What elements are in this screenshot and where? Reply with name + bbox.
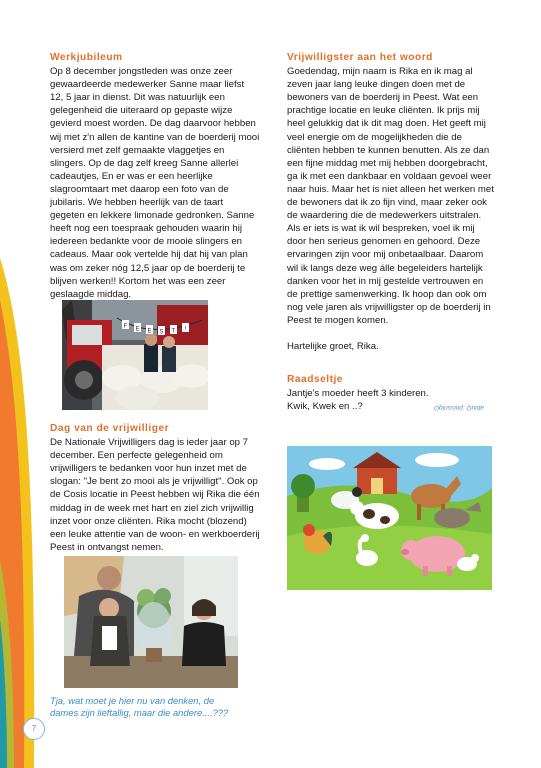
- farm-animals-illustration: [287, 446, 492, 590]
- vrijwilligster-text: Goedendag, mijn naam is Rika en ik mag al zeven jaar lang leuke dingen doen met de bewoners van de boerderij in Peest. Wat een prachtige locatie en leuke cliënten. Ik prijs mij heel gelukkig dat ik dit mag doen. Het geeft mij veel energie om de mogelijkheden die de cliënten hebben te kunnen benutten. Als ze dan een fijne middag met mij hebben doorgebracht, ga ik met een dankbaar en voldaan gevoel weer naar huis. Maar het is niet alleen het werken met de bewoners dat ik zo fijn vind, maar zeker ook de waardering die de medewerkers uitstralen. Als er iets is wat ik wil bespreken, voel ik mij door hen serieus genomen en gehoord. Deze ervaringen zijn voor mij onbetaalbaar. Daarom wil ik langs deze weg álle begeleiders hartelijk danken voor het in mij gestelde vertrouwen en de prettige samenwerking. Ik hoop dan ook om nog vele jaren als vrijwilligster op de boerderij in Peest te mogen komen.: [287, 66, 494, 326]
- banner-letter: F: [123, 323, 128, 330]
- banner-letter: T: [171, 328, 176, 335]
- werkjubileum-text: Op 8 december jongstleden was onze zeer gewaardeerde medewerker Sanne maar liefst 12, 5 jaar in dienst. Dit was natuurlijk een gelegenheid die uiteraard op gepaste wijze gevierd moest worden. De dag daarvoor hebben wij met z'n allen de kantine van de boerderij mooi versierd met zelf gemaakte vlaggetjes en slingers. Op de dag zelf kreeg Sanne allerlei cadeautjes, En er was er een heerlijke slagroomtaart met daarop een foto van de jubilaris. We hebben heerlijk van de taart gegeten en lekkere limonade gedronken. Sanne heeft nog een toespraak gehouden waarin hij iedereen bedankte voor de mooie slingers en cadeaus. Maar ook vertelde hij dat hij van plan was om zeker nóg 12,5 jaar op de boerderij te blijven werken!! Kortom het was een zeer geslaagde middag.: [50, 66, 260, 300]
- volunteer-gift-photo: [64, 556, 238, 688]
- dag-van-de-vrijwilliger-heading: Dag van de vrijwilliger: [50, 423, 170, 434]
- banner-letter: E: [147, 328, 152, 335]
- banner-letter: !: [184, 326, 187, 333]
- werkjubileum-heading: Werkjubileum: [50, 52, 123, 63]
- right-column: [287, 51, 495, 413]
- left-column-lower: [50, 422, 260, 554]
- riddle-line-1: Jantje's moeder heeft 3 kinderen.: [287, 388, 429, 400]
- left-column: [50, 51, 260, 301]
- party-tractor-photo: [62, 300, 208, 410]
- dag-van-de-vrijwilliger-text: De Nationale Vrijwilligers dag is ieder jaar op 7 december. Een perfecte gelegenheid om vrijwilligers te bedanken voor hun inzet met de slogan: "Je bent zo mooi als je vrijwilligt". Ook op de Cosis locatie in Peest hebben wij Rika die één middag in de week met hart en ziel zich vrijwillig inzet voor onze cliënten. Rika mocht (blozend) een leuke attentie van de woon- en werkboerderij Peest in ontvangst nemen.: [50, 437, 260, 553]
- riddle-answer: abiuQ :pnissolqO: [434, 404, 484, 411]
- greeting-text: Hartelijke groet, Rika.: [287, 340, 379, 352]
- riddle-line-2: Kwik, Kwek en ..?: [287, 401, 363, 413]
- raadseltje-heading: Raadseltje: [287, 374, 343, 386]
- banner-letter: E: [135, 326, 140, 333]
- photo-caption: Tja, wat moet je hier nu van denken, de dames zijn lieftallig, maar die andere....???: [50, 695, 229, 719]
- vrijwilligster-heading: Vrijwilligster aan het woord: [287, 52, 433, 63]
- page-number: 7: [23, 718, 45, 740]
- banner-letter: S: [159, 329, 164, 336]
